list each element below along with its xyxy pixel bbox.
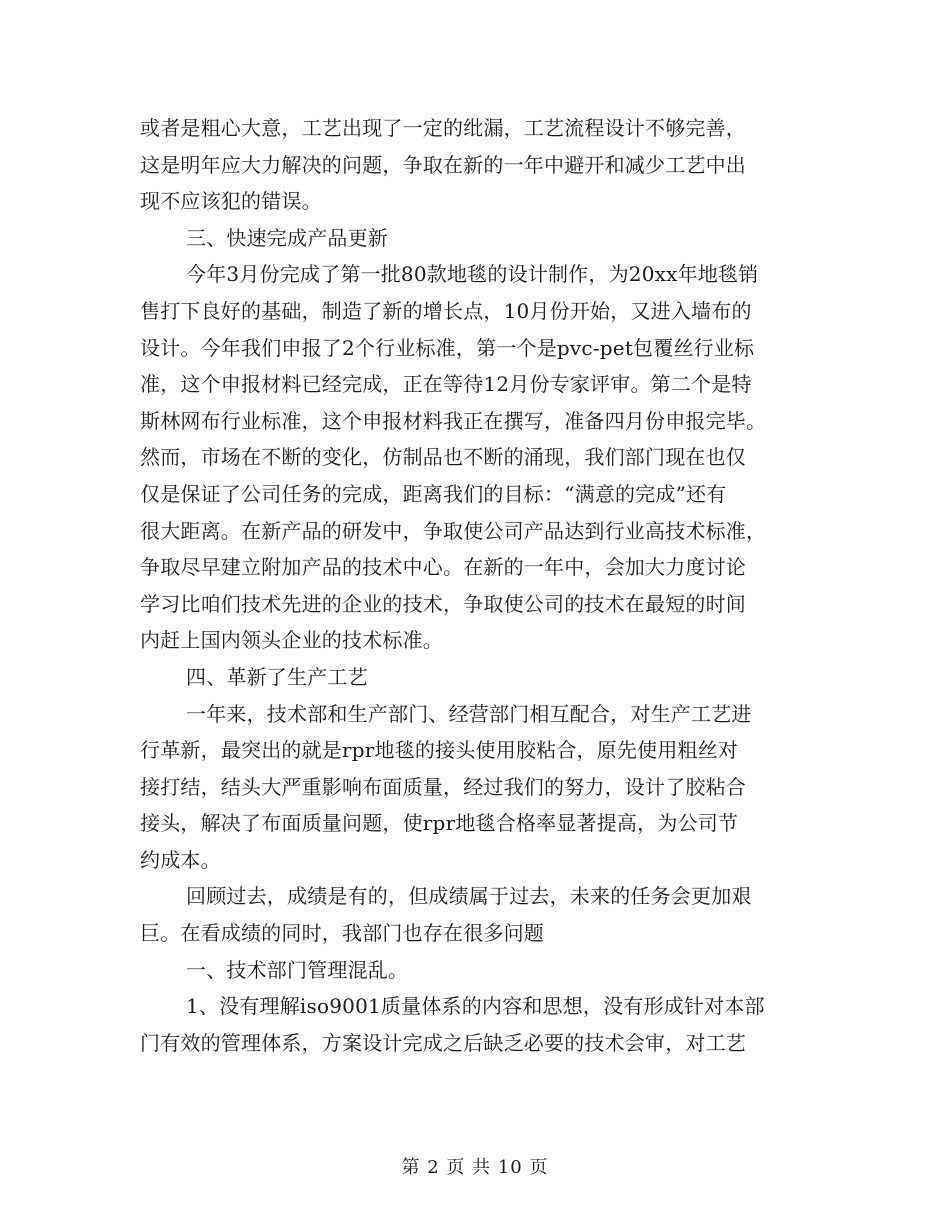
text-line: 内赶上国内领头企业的技术标准。 <box>140 628 443 653</box>
text-line: 学习比咱们技术先进的企业的技术，争取使公司的技术在最短的时间 <box>140 591 746 616</box>
text-line: 仅是保证了公司任务的完成，距离我们的目标：“满意的完成”还有 <box>140 481 727 506</box>
text-line: 现不应该犯的错误。 <box>140 189 322 214</box>
text-line: 接头，解决了布面质量问题，使rpr地毯合格率显著提高，为公司节 <box>140 811 739 836</box>
text-line: 接打结，结头大严重影响布面质量，经过我们的努力，设计了胶粘合 <box>140 774 746 799</box>
section-heading: 一、技术部门管理混乱。 <box>186 957 409 982</box>
text-line: 行革新，最突出的就是rpr地毯的接头使用胶粘合，原先使用粗丝对 <box>140 738 739 763</box>
section-heading: 三、快速完成产品更新 <box>186 225 388 250</box>
text-line: 斯林网布行业标准，这个申报材料我正在撰写，准备四月份申报完毕。 <box>140 408 767 433</box>
page-number-footer: 第 2 页 共 10 页 <box>401 1157 549 1178</box>
text-line: 回顾过去，成绩是有的，但成绩属于过去，未来的任务会更加艰 <box>186 884 752 909</box>
section-heading: 四、革新了生产工艺 <box>186 664 368 689</box>
text-line: 约成本。 <box>140 847 221 872</box>
text-line: 门有效的管理体系，方案设计完成之后缺乏必要的技术会审，对工艺 <box>140 1030 746 1055</box>
text-line: 巨。在看成绩的同时，我部门也存在很多问题 <box>140 921 544 946</box>
text-line: 然而，市场在不断的变化，仿制品也不断的涌现，我们部门现在也仅 <box>140 445 746 470</box>
text-line: 或者是粗心大意，工艺出现了一定的纰漏，工艺流程设计不够完善， <box>140 116 746 140</box>
text-line: 一年来，技术部和生产部门、经营部门相互配合，对生产工艺进 <box>186 701 752 726</box>
text-line: 这是明年应大力解决的问题，争取在新的一年中避开和减少工艺中出 <box>140 152 746 177</box>
text-line: 1、没有理解iso9001质量体系的内容和思想，没有形成针对本部 <box>186 994 765 1019</box>
document-body <box>140 110 805 1061</box>
text-line: 准，这个申报材料已经完成，正在等待12月份专家评审。第二个是特 <box>140 372 752 397</box>
text-line: 售打下良好的基础，制造了新的增长点，10月份开始，又进入墙布的 <box>140 298 752 323</box>
text-line: 今年3月份完成了第一批80款地毯的设计制作，为20xx年地毯销 <box>186 262 759 287</box>
text-line: 设计。今年我们申报了2个行业标准，第一个是pvc-pet包覆丝行业标 <box>140 335 755 360</box>
text-line: 很大距离。在新产品的研发中，争取使公司产品达到行业高技术标准， <box>140 518 767 543</box>
text-line: 争取尽早建立附加产品的技术中心。在新的一年中，会加大力度讨论 <box>140 555 746 580</box>
